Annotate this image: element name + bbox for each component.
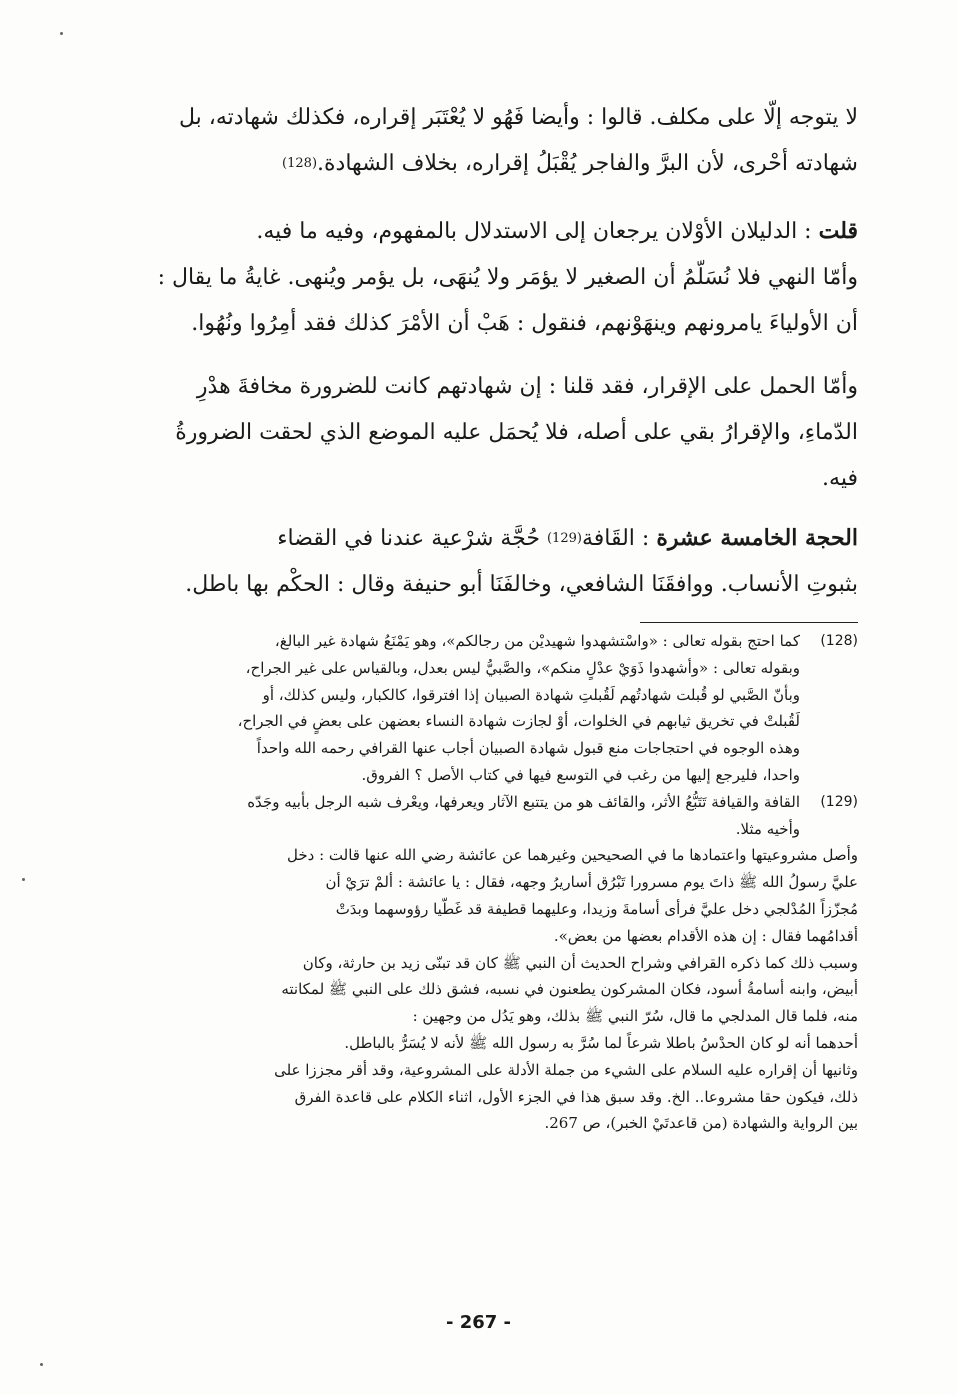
page-number: - 267 - xyxy=(445,1312,512,1333)
text-line-content: : القَافة xyxy=(581,526,657,551)
footnote-line: وأخيه مثلا. xyxy=(735,819,800,838)
footnote-line: أقدامُهما فقال : إن هذه الأقدام بعضها من بعض». xyxy=(553,926,858,945)
section-lead: قلت xyxy=(818,218,858,244)
footnote-line: منه، فلما قال المدلجي ما قال، سُرّ النبي ﷺ بذلك، وهو يَدُل من وجهين : xyxy=(412,1007,858,1026)
footnote-line: وسبب ذلك كما ذكره القرافي وشراح الحديث أن النبي ﷺ كان قد تبنّى زيد بن حارثة، وكان xyxy=(302,953,858,972)
footnote-line: وبقوله تعالى : «وأشهدوا ذَوَيْ عدْلٍ منكم»، والصَّبيُّ ليس بعدل، وبالقياس على غير الجراح، xyxy=(245,658,800,677)
scan-speck xyxy=(22,878,25,881)
footnote-line: كما احتج بقوله تعالى : «واسْتشهدوا شهيديْن من رجالكم»، وهو يَمْنَعُ شهادة غير البالغ، xyxy=(274,632,800,650)
text-line: وأمّا النهي فلا نُسَلّمُ أن الصغير لا يؤمَر ولا يُنهَى، بل يؤمر ويُنهى. غايةُ ما يقال : xyxy=(157,265,858,290)
footnote-line: مُجزّزاً المُدْلجي دخل عليَّ فرأى أسامةَ وزيدا، وعليهما قطيفة قد غَطّيا رؤوسهما وبدَتْ xyxy=(335,899,858,918)
paragraph-confession xyxy=(100,364,858,502)
text-line-content: حُجَّة شرْعية عندنا في القضاء xyxy=(277,526,547,551)
footnote-line: ذلك، فيكون حقا مشروعا.. الخ. وقد سبق هذا في الجزء الأول، اثناء الكلام على قاعدة الفرق xyxy=(294,1087,858,1106)
footnote-129-continued xyxy=(100,842,858,1137)
text-line-content: شهادته أحْرى، لأن البرَّ والفاجر يُقْبَلُ إقراره، بخلاف الشهادة. xyxy=(317,151,858,176)
text-line: وأمّا الحمل على الإقرار، فقد قلنا : إن شهادتهم كانت للضرورة مخافةَ هدْرِ xyxy=(196,374,858,399)
footnote-number: (128) xyxy=(820,633,858,649)
section-heading: الحجة الخامسة عشرة xyxy=(656,525,858,551)
scan-speck xyxy=(40,1363,43,1366)
footnote-reference[interactable]: (129) xyxy=(546,531,582,546)
footnote-129 xyxy=(100,789,858,843)
footnote-line: أحدهما أنه لو كان الحدْسُ باطلا شرعاً لما سُرَّ به رسول الله ﷺ لأنه لا يُسَرُّ بالباطل. xyxy=(344,1033,858,1052)
footnote-line: وأصل مشروعيتها واعتمادها ما في الصحيحين وغيرهما عن عائشة رضي الله عنها قالت : دخل xyxy=(287,846,858,865)
footnote-line: أبيض، وابنه أسامةُ أسود، فكان المشركون يطعنون في نسبه، فشق ذلك على النبي ﷺ لمكانته xyxy=(281,980,858,999)
text-line: فيه. xyxy=(822,466,858,491)
footnote-reference[interactable]: (128) xyxy=(282,156,318,171)
footnote-body xyxy=(100,628,800,789)
footnote-divider xyxy=(640,622,858,623)
footnote-128 xyxy=(100,628,858,789)
scan-speck xyxy=(60,32,63,35)
text-line: بثبوتِ الأنساب. ووافقَنَا الشافعي، وخالفَنَا أبو حنيفة وقال : الحكْم بها باطل. xyxy=(185,572,858,597)
text-line-content: : الدليلان الأوْلان يرجعان إلى الاستدلال بالمفهوم، وفيه ما فيه. xyxy=(256,219,819,244)
paragraph-response xyxy=(100,208,858,347)
text-line xyxy=(100,208,858,255)
footnote-line: وثانيها أن إقراره عليه السلام على الشيء من جملة الأدلة على المشروعية، وقد أقر مجززا على xyxy=(274,1060,858,1079)
text-line xyxy=(100,141,858,187)
footnote-line: وبأنّ الصَّبي لو قُبلت شهادتُهم لَقُبلتِ شهادة الصبيان إذا افترقوا، كالكبار، وليس كذلك، أو xyxy=(262,685,800,704)
text-line xyxy=(100,515,858,562)
text-line: الدّماءِ، والإقرارُ بقي على أصله، فلا يُحمَل عليه الموضع الذي لحقت الضرورةُ xyxy=(175,420,858,445)
footnote-line: واحدا، فليرجع إليها من رغب في التوسع فيها في كتاب الأصل ؟ الفروق. xyxy=(361,765,800,784)
footnote-line: بين الرواية والشهادة (من قاعدتَيْ الخبر)، ص 267. xyxy=(544,1114,858,1133)
paragraph-argument xyxy=(100,95,858,187)
text-line: أن الأولياءَ يامرونهم وينهَوْنهم، فنقول : هَبْ أن الأمْرَ كذلك فقد أمِرُوا ونُهُوا. xyxy=(191,311,858,336)
footnote-number: (129) xyxy=(820,793,858,810)
paragraph-fifteenth-argument xyxy=(100,515,858,608)
footnote-body xyxy=(100,789,800,843)
footnote-line: وهذه الوجوه في احتجاجات منع قبول شهادة الصبيان أجاب عنها القرافي رحمه الله واحداً xyxy=(256,739,800,758)
footnote-line: لَقُبلتْ في تخريق ثيابهم في الخلوات، أوْ لجازت شهادة النساء بعضهن على بعضٍ في الجراح، xyxy=(237,712,800,731)
footnotes-section xyxy=(100,628,858,1137)
text-line: لا يتوجه إلّا على مكلف. قالوا : وأيضا فَهُو لا يُعْتَبَر إقراره، فكذلك شهادته، بل xyxy=(178,105,858,130)
footnote-line: القافة والقيافة تَتَبُّعُ الأثر، والقائف هو من يتتبع الآثار ويعرفها، ويعْرف شبه الرجل بأبيه وجَدّه xyxy=(247,792,800,811)
footnote-line: عليَّ رسولُ الله ﷺ ذاتَ يوم مسرورا تَبْرُق أساريرُ وجهه، فقال : يا عائشة : ألمْ ترَيْ أن xyxy=(325,873,858,892)
